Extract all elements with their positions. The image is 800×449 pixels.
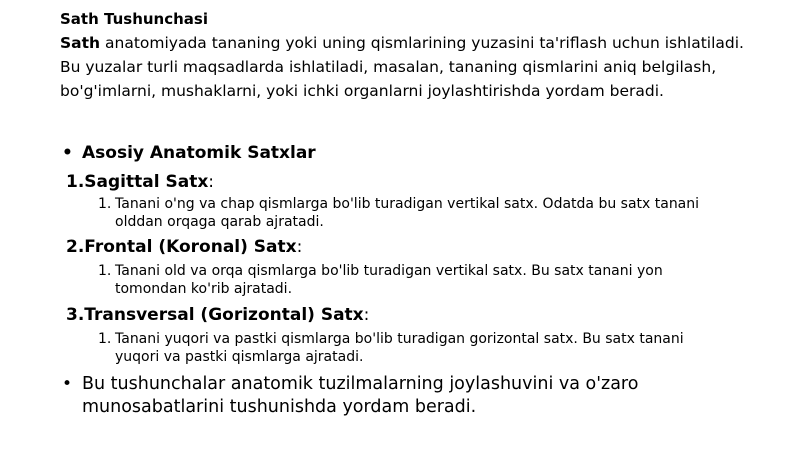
conclusion-line-2: munosabatlarini tushunishda yordam beradi. <box>82 397 477 417</box>
intro-paragraph <box>60 31 780 103</box>
section-heading-transversal <box>66 304 369 326</box>
section-name: Sagittal Satx <box>84 172 209 192</box>
section-colon: : <box>208 172 215 192</box>
item-line-2: yuqori va pastki qismlarga ajratadi. <box>115 349 364 365</box>
section-colon: : <box>363 305 370 325</box>
intro-term: Sath <box>60 34 101 52</box>
bullet-glyph: • <box>62 374 73 394</box>
section-number: 1. <box>66 172 85 192</box>
item-number: 1. <box>98 331 112 347</box>
item-line-2: tomondan ko'rib ajratadi. <box>115 281 293 297</box>
item-line-2: olddan orqaga qarab ajratadi. <box>115 214 324 230</box>
section-colon: : <box>296 237 303 257</box>
item-body <box>115 262 663 298</box>
section-name: Transversal (Gorizontal) Satx <box>84 305 364 325</box>
item-number: 1. <box>98 196 112 212</box>
section-number: 2. <box>66 237 85 257</box>
item-body <box>115 330 684 366</box>
section-heading-frontal <box>66 236 302 258</box>
intro-line-1 <box>60 31 780 55</box>
main-heading-text: Asosiy Anatomik Satxlar <box>82 143 316 163</box>
item-line-1: Tanani o'ng va chap qismlarga bo'lib turadigan vertikal satx. Odatda bu satx tanani <box>115 196 700 212</box>
intro-line-2: Bu yuzalar turli maqsadlarda ishlatiladi, masalan, tananing qismlarini aniq belgilash, <box>60 58 717 76</box>
item-body <box>115 195 699 231</box>
section-name: Frontal (Koronal) Satx <box>84 237 297 257</box>
bullet-glyph: • <box>62 143 73 163</box>
conclusion-line-1: Bu tushunchalar anatomik tuzilmalarning joylashuvini va o'zaro <box>82 374 639 394</box>
item-line-1: Tanani old va orqa qismlarga bo'lib turadigan vertikal satx. Bu satx tanani yon <box>115 263 663 279</box>
intro-line-3: bo'g'imlarni, mushaklarni, yoki ichki organlarni joylashtirishda yordam beradi. <box>60 82 664 100</box>
section-heading-sagittal <box>66 171 214 193</box>
intro-line-1-rest: anatomiyada tananing yoki uning qismlarining yuzasini ta'riflash uchun ishlatiladi. <box>100 34 744 52</box>
item-number: 1. <box>98 263 112 279</box>
section-number: 3. <box>66 305 85 325</box>
conclusion-text <box>82 373 638 419</box>
page-title: Sath Tushunchasi <box>60 10 208 28</box>
item-line-1: Tanani yuqori va pastki qismlarga bo'lib turadigan gorizontal satx. Bu satx tanani <box>115 331 684 347</box>
